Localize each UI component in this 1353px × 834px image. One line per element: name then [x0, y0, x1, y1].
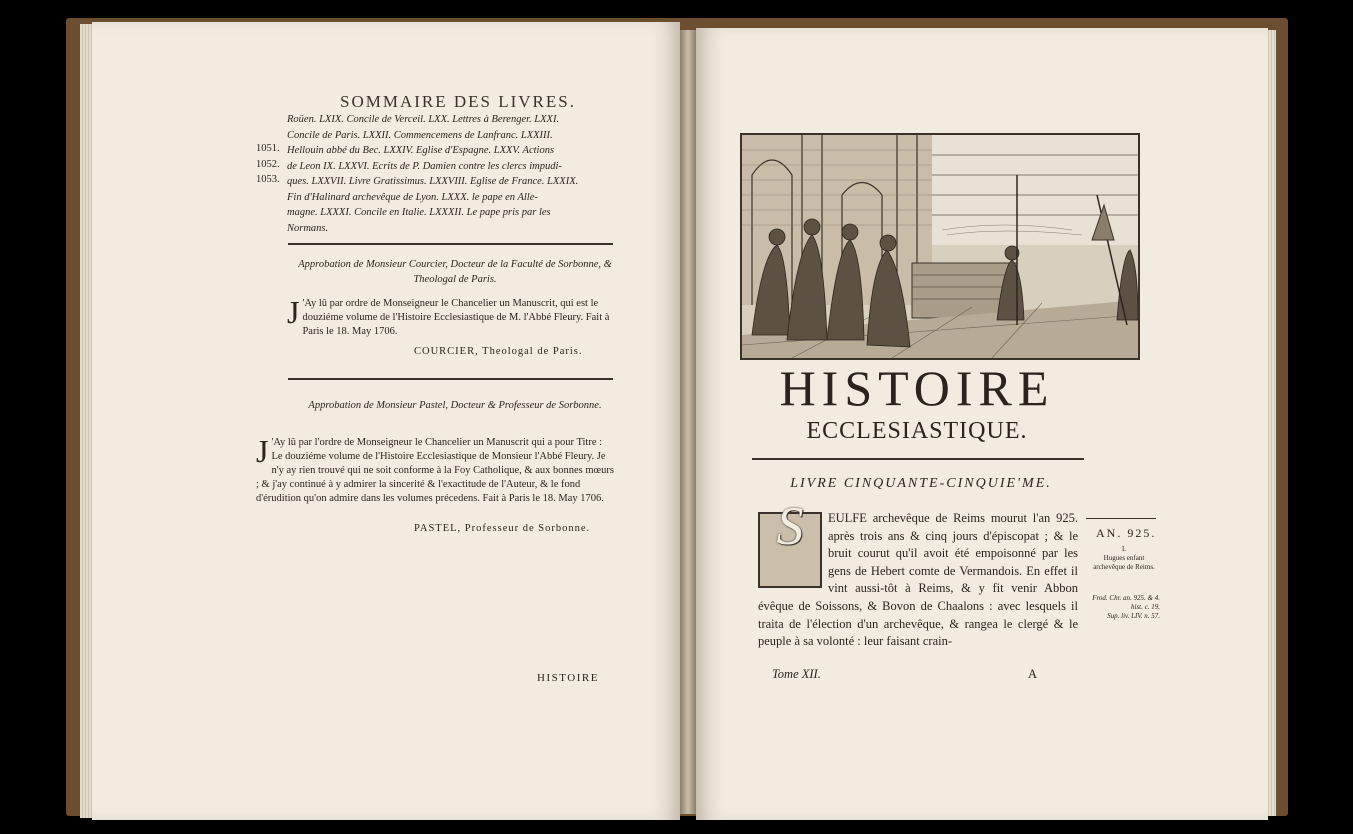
margin-note-text: Hugues enfant archevêque de Reims. [1093, 554, 1155, 571]
approbation-body [256, 433, 614, 506]
body-paragraph [758, 496, 1078, 651]
ornamental-drop-cap [758, 496, 822, 588]
book-gutter [680, 30, 696, 814]
drop-cap: J [287, 294, 300, 330]
engraving-scene [742, 135, 1138, 358]
signature-mark: A [1028, 667, 1038, 681]
approbation-title: Approbation de Monsieur Courcier, Docteur de la Faculté de Sorbonne, & Theologal de Paris. [298, 259, 612, 285]
approbation-signature: PASTEL, Professeur de Sorbonne. [414, 523, 591, 534]
margin-number: I. [1121, 545, 1127, 553]
summary-line: magne. LXXXI. Concile en Italie. LXXXII. Le pape pris par les [287, 207, 551, 218]
year-margin [256, 141, 280, 188]
summary-line: Hellouin abbé du Bec. LXXIV. Eglise d'Espagne. LXXV. Actions [287, 145, 555, 156]
approbation-body [287, 294, 614, 339]
approbation-signature: COURCIER, Theologal de Paris. [414, 346, 583, 357]
book-heading: LIVRE CINQUANTE-CINQUIE'ME. [790, 476, 1052, 491]
drop-cap-letter: S [776, 496, 804, 556]
summary-line: Normans. [287, 222, 329, 234]
approbation-title: Approbation de Monsieur Pastel, Docteur & Professeur de Sorbonne. [308, 400, 602, 411]
body-text: EULFE archevêque de Reims mourut l'an 925. après trois ans & cinq jours d'épiscopat ; & le bruit courut qu'il avoit été empoisonné par les gens de Hebert comte de Vermandois. En effet il vint aussi-tôt à Reims, & y fit venir Abbon évêque de Soissons, & Bovon de Chaalons : avec lesquels il traita de l'élection d'un archevêque, & rangea le clergé & le peuple à sa volonté : leur faisant crain- [758, 511, 1078, 649]
summary-line: Fin d'Halinard archevêque de Lyon. LXXX. le pape en Alle- [287, 191, 538, 203]
summary-line: de Leon IX. LXXVI. Ecrits de P. Damien contre les clercs impudi- [287, 160, 562, 172]
engraving-illustration [740, 133, 1140, 360]
divider-rule [288, 243, 613, 245]
year-label: 1053. [256, 174, 280, 185]
drop-cap: J [256, 433, 269, 469]
volume-label: Tome XII. [772, 667, 821, 681]
summary-line: Concile de Paris. LXXII. Commencemens de Lanfranc. LXXIII. [287, 129, 553, 141]
summary-list [287, 112, 627, 236]
margin-reference: Frod. Chr. an. 925. & 4. hist. c. 19. [1092, 594, 1160, 611]
margin-note [1092, 545, 1156, 572]
catchword: HISTOIRE [537, 672, 599, 684]
approbation-text: 'Ay lû par l'ordre de Monseigneur le Chancelier un Manuscrit qui a pour Titre : Le douziéme volume de l'Histoire Ecclesiastique de Monsieur l'Abbé Fleury. Je n'y ay rien trouvé qui ne soit conforme à la Foy Catholique, & aux bonnes mœurs ; & j'ay continué à y admirer la sincerité & l'exactitude de l'Auteur, & le fond d'érudition qu'on admire dans les volumes précedens. Fait à Paris le 18. May 1706. [256, 437, 614, 504]
margin-year: AN. 925. [1096, 526, 1157, 540]
summary-line: ques. LXXVII. Livre Gratissimus. LXXVIII. Eglise de France. LXXIX. [287, 176, 579, 187]
summary-title: SOMMAIRE DES LIVRES. [340, 92, 576, 111]
approbation-text: 'Ay lû par ordre de Monseigneur le Chancelier un Manuscrit, qui est le douziéme volume de l'Histoire Ecclesiastique de M. l'Abbé Fleury. Fait à Paris le 18. May 1706. [302, 298, 610, 337]
title-rule [752, 458, 1084, 460]
year-label: 1052. [256, 158, 280, 170]
year-label: 1051. [256, 143, 280, 154]
book-subtitle: ECCLESIASTIQUE. [806, 418, 1028, 444]
margin-rule [1086, 518, 1156, 519]
margin-reference: Sup. liv. LIV. n. 57. [1107, 612, 1160, 620]
margin-references [1088, 594, 1160, 621]
divider-rule [288, 378, 613, 380]
book-title: HISTOIRE [779, 360, 1055, 416]
summary-line: Roüen. LXIX. Concile de Verceil. LXX. Lettres à Berenger. LXXI. [287, 114, 560, 125]
